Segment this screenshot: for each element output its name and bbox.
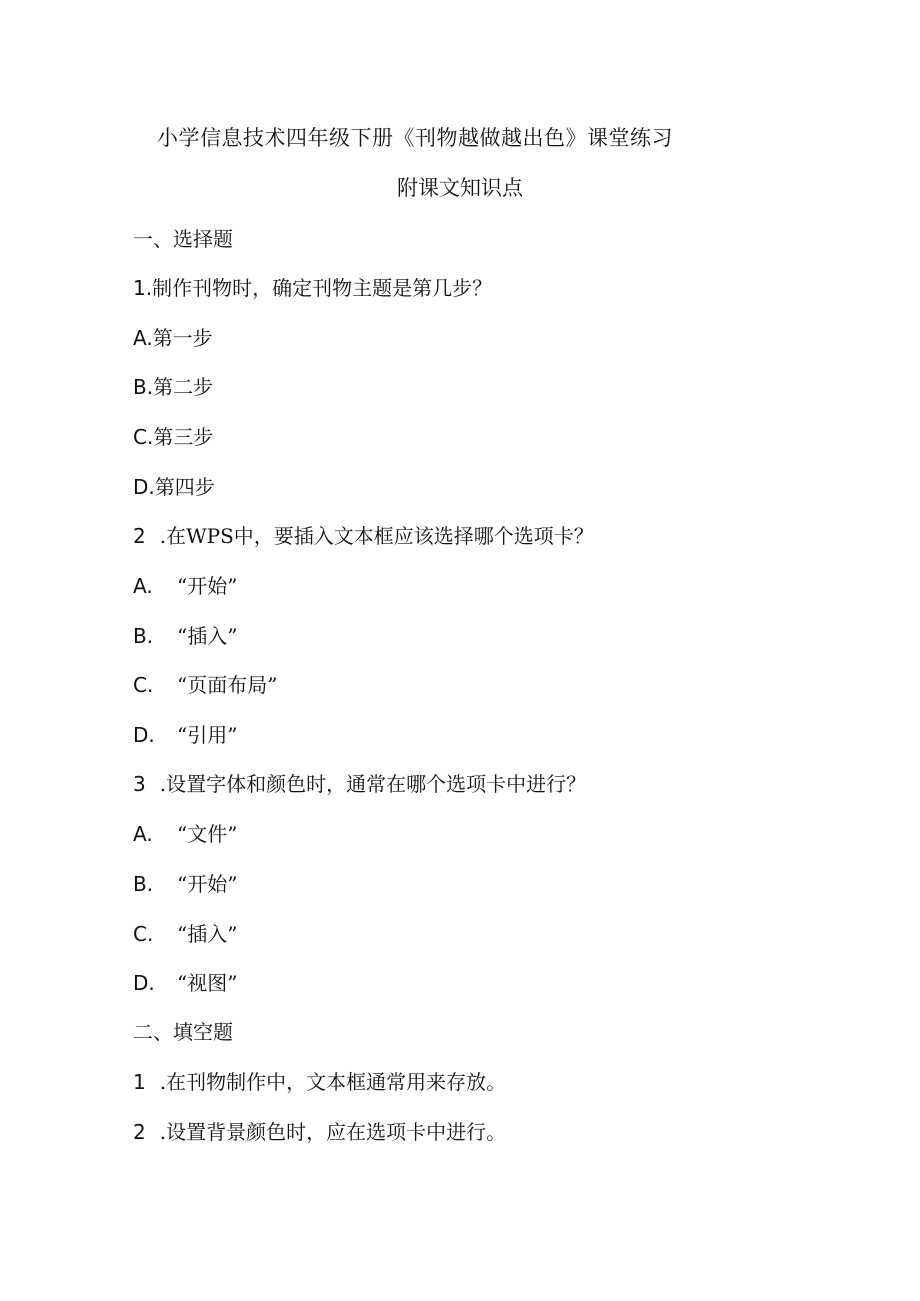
question-number: 3 [133,772,146,796]
option-letter: B. [133,375,154,399]
option-text: “引用” [177,723,238,747]
option-letter: C. [133,673,154,697]
section-heading-choice: 一、选择题 [133,227,233,251]
option-text: “页面布局” [177,673,278,697]
option-letter: D. [133,971,155,995]
option-text: “文件” [177,822,238,846]
q3-option-d [133,971,237,995]
question-number: 1. [133,276,153,300]
option-letter: D. [133,475,155,499]
option-text: “开始” [177,872,238,896]
fill-number: 2 [133,1120,146,1144]
option-letter: A. [133,326,153,350]
question-number: 2 [133,524,146,548]
q1-option-b [133,375,213,399]
document-subtitle: 附课文知识点 [397,176,523,200]
option-text: 第一步 [152,326,213,350]
q1-option-d [133,475,215,499]
option-letter: A. [133,822,153,846]
q1-option-c [133,425,213,449]
q3-option-a [133,822,237,846]
fill-number: 1 [133,1070,146,1094]
option-text: “开始” [177,574,238,598]
q1-option-a [133,326,213,350]
option-text: “插入” [177,922,238,946]
option-text: “视图” [177,971,238,995]
option-letter: B. [133,624,154,648]
q2-option-b [133,624,237,648]
q2-option-c [133,673,277,697]
q3-option-b [133,872,237,896]
option-text: “插入” [177,624,238,648]
option-text: 第二步 [153,375,214,399]
option-letter: C. [133,922,154,946]
option-text: 第四步 [154,475,215,499]
question-1 [133,276,492,300]
q2-option-a [133,574,237,598]
option-letter: C. [133,425,154,449]
question-text: 制作刊物时，确定刊物主题是第几步？ [152,276,493,300]
document-title: 小学信息技术四年级下册《刊物越做越出色》课堂练习 [157,126,673,150]
q3-option-c [133,922,237,946]
fill-text: .设置背景颜色时，应在选项卡中进行。 [159,1120,507,1144]
fill-text: .在刊物制作中，文本框通常用来存放。 [159,1070,507,1094]
question-text: .设置字体和颜色时，通常在哪个选项卡中进行？ [159,772,587,796]
fill-item-1 [133,1070,506,1094]
question-3 [133,772,586,796]
option-letter: D. [133,723,155,747]
question-2 [133,524,594,548]
q2-option-d [133,723,237,747]
option-text: 第三步 [153,425,214,449]
question-text: .在WPS中，要插入文本框应该选择哪个选项卡？ [159,524,594,548]
option-letter: A. [133,574,153,598]
section-heading-fill: 二、填空题 [133,1020,233,1044]
fill-item-2 [133,1120,506,1144]
option-letter: B. [133,872,154,896]
